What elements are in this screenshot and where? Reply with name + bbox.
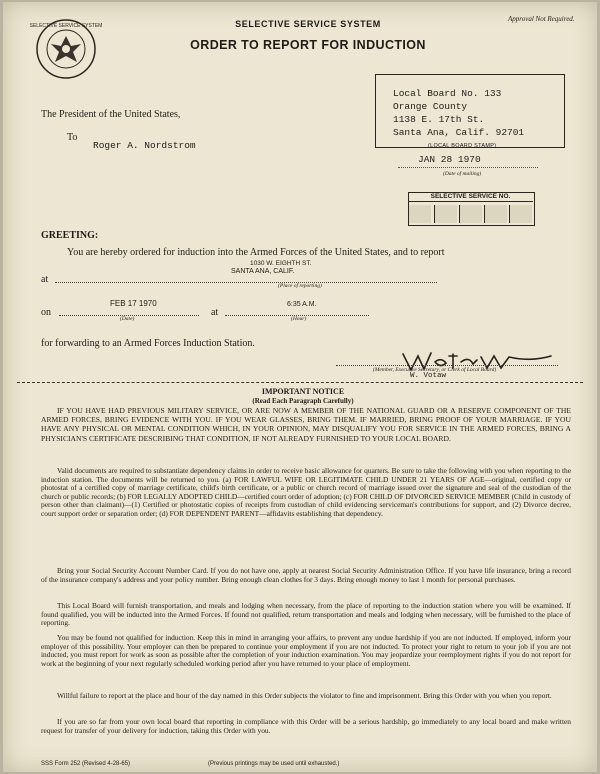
previous-printings-note: (Previous printings may be used until exhausted.) [208,761,340,767]
ss-number-label: SELECTIVE SERVICE NO. [408,193,533,202]
notice-paragraph: Bring your Social Security Account Number Card. If you do not have one, apply at nearest Social Security Administration Office. If you have life insurance, bring a record of the insurance company's address and your policy number. Bring enough clean clothes for 3 days. Bring enough money to last 1 month for personal purchases. [41,566,571,584]
agency-name: SELECTIVE SERVICE SYSTEM [235,19,381,29]
notice-paragraph: You may be found not qualified for induction. Keep this in mind in arranging your affairs, to prevent any undue hardship if you are not inducted. If employed, inform your employer of this possibility. Your employer can then be prepared to continue your employment if you are not inducted. To protect your right to return to your job if you are not inducted, you must report for work as soon as possible after the completion of your induction examination. You may jeopardize your reemployment rights if you do not report for work at the beginning of your next regularly scheduled working period after you have returned to your place of employment. [41,633,571,668]
induction-order-page [3,2,597,772]
notice-paragraph: This Local Board will furnish transportation, and meals and lodging when necessary, from the place of reporting to the induction station where you will be examined. If found qualified, you will be inducted into the Armed Forces. If found not qualified, return transportation and meals and lodging when necessary, will be furnished to the place of reporting. [41,601,571,628]
signer-name: W. Votaw [410,372,447,380]
at-label: at [41,274,49,285]
signature-line [336,365,558,366]
notice-heading: IMPORTANT NOTICE [261,387,345,396]
stamp-line: Orange County [393,101,468,112]
report-date-caption: (Date) [120,316,135,322]
member-caption: (Member, Executive Secretary, or Clerk of Local Board) [373,367,497,373]
place-caption: (Place of reporting) [278,283,322,289]
date-of-mailing-line [398,167,538,168]
notice-paragraph: If you are so far from your own local board that reporting in compliance with this Order will be a serious hardship, go immediately to any local board and make written request for transfer of your delivery for induction, taking this Order with you. [41,717,571,735]
notice-paragraph: Valid documents are required to substantiate dependency claims in order to receive basic allowance for quarters. Be sure to take the following with you when reporting to the induction station. The documents will be returned to you. (a) FOR LAWFUL WIFE OR LEGITIMATE CHILD UNDER 21 YEARS OF AGE—original, certified copy or photostat of a certified copy of marriage certificate, child's birth certificate, or a public or church record of marriage issued over the signature and seal of the custodian of the church or public records; (b) FOR LEGALLY ADOPTED CHILD—certified court order of adoption; (c) FOR CHILD OF DIVORCED SERVICE MEMBER (Child in custody of person other than claimant)—(1) Certified or photostatic copies of receipts from custodian of child evidencing serviceman's contributions for support, and (2) Divorce decree, court support order or separation order; (d) FOR DEPENDENT PARENT—affidavits establishing that dependency. [41,466,571,518]
local-board-stamp [393,87,524,139]
notice-divider [17,382,583,383]
to-label: To [67,132,78,143]
report-date: FEB 17 1970 [110,299,157,308]
ss-number-cell [484,205,507,223]
seal-ring-text: SELECTIVE SERVICE SYSTEM [29,23,103,29]
ss-number-cell [409,205,431,223]
report-time: 6:35 A.M. [287,301,317,308]
place-line [55,282,437,283]
ss-number-cell [509,205,532,223]
notice-paragraph: IF YOU HAVE HAD PREVIOUS MILITARY SERVICE, OR ARE NOW A MEMBER OF THE NATIONAL GUARD OR A RESERVE COMPONENT OF THE ARMED FORCES, BRING EVIDENCE WITH YOU. IF YOU WEAR GLASSES, BRING THEM. IF MARRIED, BRING PROOF OF YOUR MARRIAGE. IF YOU HAVE ANY PHYSICAL OR MENTAL CONDITION WHICH, IN YOUR OPINION, MAY DISQUALIFY YOU FOR SERVICE IN THE ARMED FORCES, BRING A PHYSICIAN'S CERTIFICATE DESCRIBING THAT CONDITION, IF NOT ALREADY FURNISHED TO YOUR LOCAL BOARD. [41,406,571,443]
ss-number-cell [459,205,482,223]
notice-paragraph: Willful failure to report at the place and hour of the day named in this Order subjects the violator to fine and imprisonment. Bring this Order with you when you report. [57,691,552,700]
stamp-caption: (LOCAL BOARD STAMP) [428,143,497,149]
at-label-2: at [211,307,219,318]
stamp-line: Local Board No. 133 [393,88,502,99]
forwarding-text: for forwarding to an Armed Forces Induction Station. [41,338,255,349]
place-line-1: 1030 W. EIGHTH ST. [250,260,312,267]
notice-subheading: (Read Each Paragraph Carefully) [252,397,354,405]
report-time-caption: (Hour) [291,316,307,322]
date-of-mailing-caption: (Date of mailing) [443,171,482,177]
date-of-mailing: JAN 28 1970 [418,154,481,165]
ss-number-cell [434,205,457,223]
form-number: SSS Form 252 (Revised 4-28-65) [41,761,131,767]
president-line: The President of the United States, [41,109,181,120]
form-title: ORDER TO REPORT FOR INDUCTION [190,38,426,52]
selective-service-seal [29,18,103,80]
stamp-line: Santa Ana, Calif. 92701 [393,127,525,138]
on-label: on [41,307,51,318]
greeting: GREETING: [41,230,99,241]
approval-note: Approval Not Required. [508,15,575,23]
registrant-name: Roger A. Nordstrom [93,140,196,151]
stamp-line: 1138 E. 17th St. [393,114,485,125]
induction-order-text: You are hereby ordered for induction into the Armed Forces of the United States, and to report [67,247,445,258]
place-line-2: SANTA ANA, CALIF. [231,268,295,275]
